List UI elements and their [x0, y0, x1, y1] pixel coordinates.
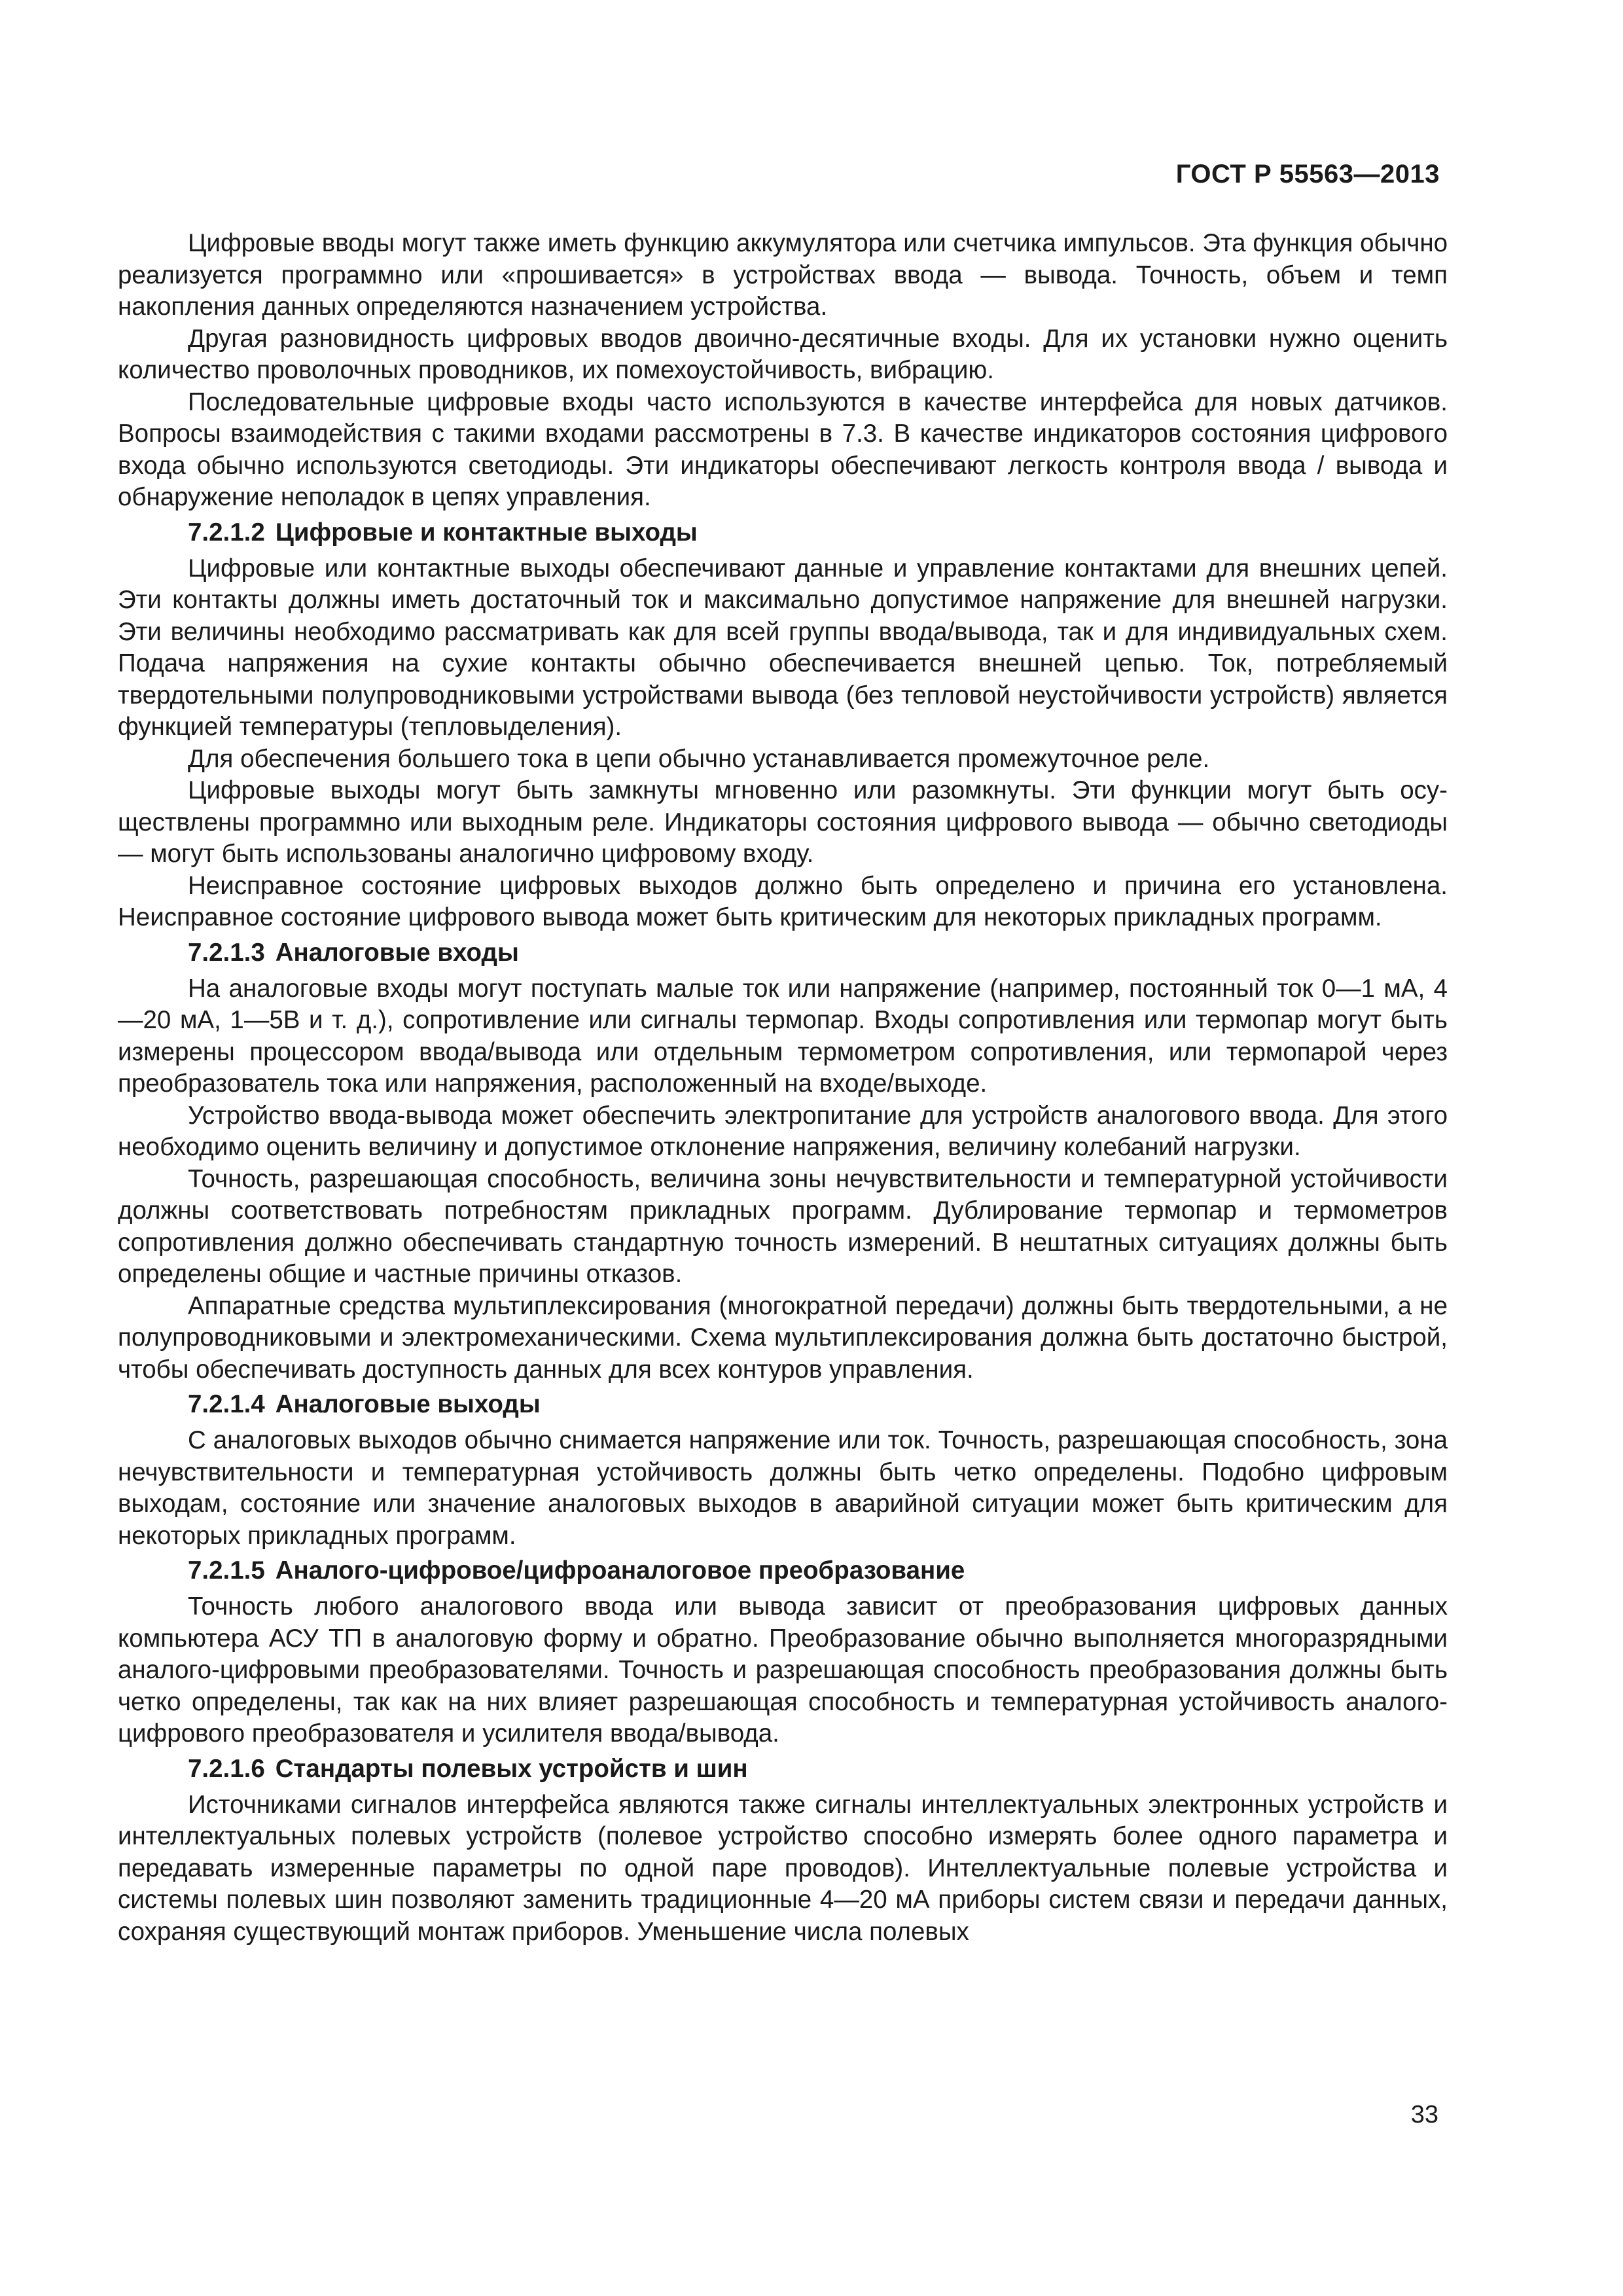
page-number: 33	[1410, 2101, 1438, 2128]
section-number: 7.2.1.3	[188, 938, 265, 967]
paragraph: Аппаратные средства мультиплексирования (многократной передачи) должны быть твердотельными, а не полупроводниковыми и электромеханическими. Схема мультиплексирования должна быть достаточно быстрой, чтобы обеспечивать доступность данных для всех контуров управления.	[118, 1291, 1448, 1384]
paragraph: Цифровые выходы могут быть замкнуты мгновенно или разомкнуты. Эти функции могут быть осуществлены программно или выходным реле. Индикаторы состояния цифрового вывода — обычно светодиоды — могут быть использованы аналогично цифровому входу.	[118, 776, 1448, 868]
paragraph: Устройство ввода-вывода может обеспечить электропитание для устройств аналогового ввода. Для этого необходимо оценить величину и допустимое отклонение напряжения, величину колебаний нагрузки.	[118, 1101, 1448, 1161]
section-heading	[118, 1554, 1448, 1587]
section-heading	[118, 937, 1448, 969]
paragraph: Другая разновидность цифровых вводов двоично-десятичные входы. Для их установки нужно оценить количество проволочных проводников, их помехоустойчивость, вибрацию.	[118, 324, 1448, 384]
section-title: Аналоговые входы	[275, 938, 519, 967]
section-heading	[118, 1753, 1448, 1785]
section-title: Аналоговые выходы	[275, 1390, 541, 1418]
paragraph: С аналоговых выходов обычно снимается напряжение или ток. Точность, разрешающая способность, зона нечувствительности и температурная устойчивость должны быть четко определены. Подобно цифровым выходам, состояние или значение аналоговых выходов в аварийной ситуации может быть критическим для некоторых прикладных программ.	[118, 1426, 1448, 1550]
section-heading	[118, 516, 1448, 549]
standard-id: ГОСТ Р 55563—2013	[1175, 160, 1440, 188]
section-number: 7.2.1.5	[188, 1556, 265, 1585]
document-body	[118, 228, 1448, 1948]
paragraph: Источниками сигналов интерфейса являются также сигналы интеллектуальных электронных устройств и интеллектуальных полевых устройств (полевое устройство способно измерять более одного параметра и передавать измеренные параметры по одной паре проводов). Интеллектуальные полевые устройства и системы полевых шин позволяют заменить традиционные 4—20 мА приборы систем связи и передачи данных, сохраняя существующий монтаж приборов. Уменьшение числа полевых	[118, 1790, 1448, 1946]
section-title: Цифровые и контактные выходы	[275, 518, 698, 547]
paragraph: Цифровые вводы могут также иметь функцию аккумулятора или счетчика импульсов. Эта функция обычно реализуется программно или «прошивается» в устройствах ввода — вывода. Точность, объем и темп накопления данных определяются назначением устройства.	[118, 229, 1448, 321]
paragraph: На аналоговые входы могут поступать малые ток или напряжение (например, постоянный ток 0—1 мА, 4—20 мА, 1—5В и т. д.), сопротивление или сигналы термопар. Входы сопротивления или термопар могут быть измерены процессором ввода/вывода или отдельным термометром сопротивления, или термопарой через преобразователь тока или напряжения, расположенный на входе/выходе.	[118, 974, 1448, 1098]
section-title: Стандарты полевых устройств и шин	[275, 1754, 748, 1783]
paragraph: Последовательные цифровые входы часто используются в качестве интерфейса для новых датчиков. Вопросы взаимодействия с такими входами рассмотрены в 7.3. В качестве индикаторов состояния цифрового входа обычно используются светодиоды. Эти индикаторы обеспечивают легкость контроля ввода / вывода и обнаружение неполадок в цепях управления.	[118, 387, 1448, 511]
section-heading	[118, 1388, 1448, 1421]
section-number: 7.2.1.4	[188, 1390, 265, 1418]
section-number: 7.2.1.6	[188, 1754, 265, 1783]
paragraph: Цифровые или контактные выходы обеспечивают данные и управление контактами для внешних цепей. Эти контакты должны иметь достаточный ток и максимально допустимое напряжение для внешней нагрузки. Эти величины необходимо рассматривать как для всей группы ввода/вывода, так и для индивидуальных схем. Подача напряжения на сухие контакты обычно обеспечивается внешней цепью. Ток, потребляемый твердотельными полупроводниковыми устройствами вывода (без тепловой неустойчивости устройств) является функцией температуры (тепловыделения).	[118, 554, 1448, 741]
paragraph: Для обеспечения большего тока в цепи обычно устанавливается промежуточное реле.	[188, 744, 1210, 773]
paragraph: Точность любого аналогового ввода или вывода зависит от преобразования цифровых данных компьютера АСУ ТП в аналоговую форму и обратно. Преобразование обычно выполняется многоразрядными аналого-цифровыми преобразователями. Точность и разрешающая способность преобразования должны быть четко определены, так как на них влияет разрешающая способность и температурная устойчивость аналого-цифрового преобразователя и усилителя ввода/вывода.	[118, 1592, 1448, 1748]
paragraph: Неисправное состояние цифровых выходов должно быть определено и причина его установлена. Неисправное состояние цифрового вывода может быть критическим для некоторых прикладных программ.	[118, 871, 1448, 931]
section-title: Аналого-цифровое/цифроаналоговое преобразование	[275, 1556, 965, 1585]
section-number: 7.2.1.2	[188, 518, 265, 547]
paragraph: Точность, разрешающая способность, величина зоны нечувствительности и температурной устойчивости должны соответствовать потребностям прикладных программ. Дублирование термопар и термометров сопротивления должно обеспечивать стандартную точность измерений. В нештатных ситуациях должны быть определены общие и частные причины отказов.	[118, 1164, 1448, 1288]
